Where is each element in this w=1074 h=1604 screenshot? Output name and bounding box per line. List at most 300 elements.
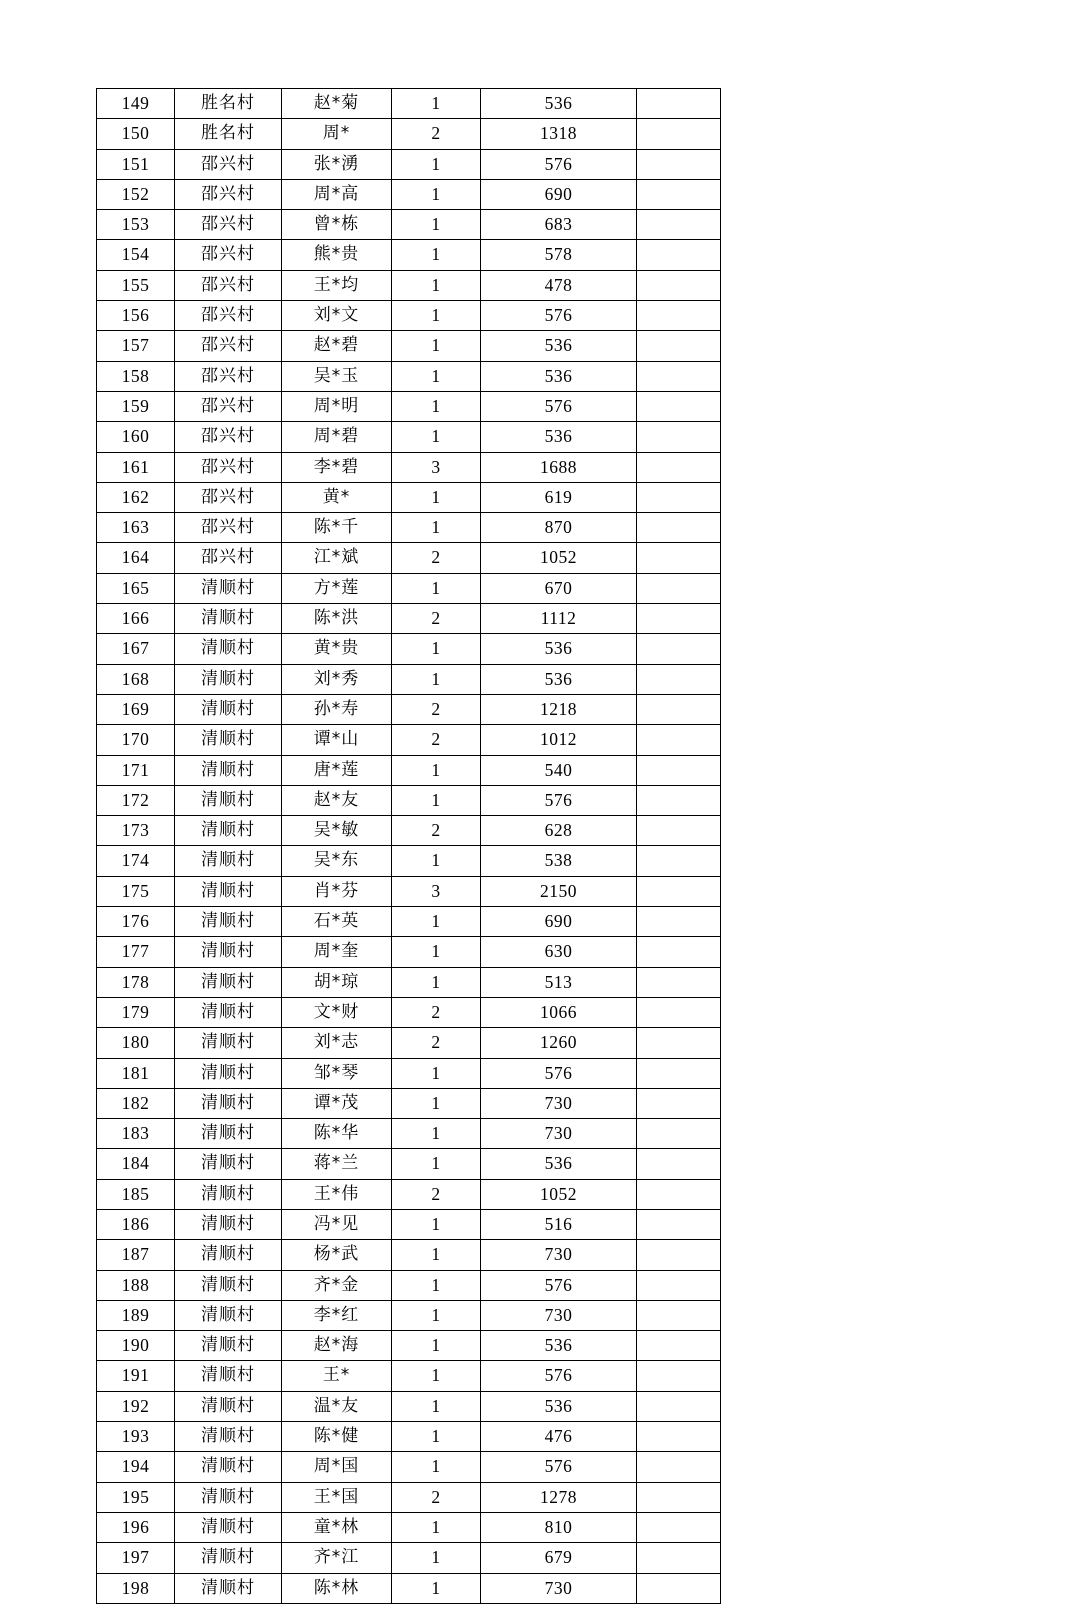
cell-amount: 730 bbox=[481, 1119, 637, 1149]
cell-note bbox=[637, 240, 721, 270]
table-row bbox=[97, 1209, 721, 1239]
table-container bbox=[96, 88, 720, 1604]
cell-count: 1 bbox=[392, 1543, 481, 1573]
cell-village: 邵兴村 bbox=[175, 331, 282, 361]
cell-amount: 578 bbox=[481, 240, 637, 270]
table-row bbox=[97, 1058, 721, 1088]
cell-note bbox=[637, 997, 721, 1027]
cell-name: 周*奎 bbox=[282, 937, 392, 967]
cell-note bbox=[637, 816, 721, 846]
table-row bbox=[97, 543, 721, 573]
cell-amount: 730 bbox=[481, 1300, 637, 1330]
cell-note bbox=[637, 270, 721, 300]
cell-name: 周*国 bbox=[282, 1452, 392, 1482]
cell-name: 李*红 bbox=[282, 1300, 392, 1330]
cell-name: 吴*玉 bbox=[282, 361, 392, 391]
cell-amount: 576 bbox=[481, 785, 637, 815]
cell-index: 164 bbox=[97, 543, 175, 573]
cell-note bbox=[637, 331, 721, 361]
cell-village: 邵兴村 bbox=[175, 149, 282, 179]
cell-note bbox=[637, 1270, 721, 1300]
cell-amount: 1052 bbox=[481, 543, 637, 573]
cell-village: 胜名村 bbox=[175, 89, 282, 119]
cell-index: 172 bbox=[97, 785, 175, 815]
cell-index: 159 bbox=[97, 391, 175, 421]
cell-name: 江*斌 bbox=[282, 543, 392, 573]
cell-name: 陈*华 bbox=[282, 1119, 392, 1149]
cell-village: 邵兴村 bbox=[175, 240, 282, 270]
cell-amount: 576 bbox=[481, 391, 637, 421]
cell-count: 1 bbox=[392, 907, 481, 937]
cell-name: 黄* bbox=[282, 482, 392, 512]
cell-village: 邵兴村 bbox=[175, 179, 282, 209]
cell-index: 183 bbox=[97, 1119, 175, 1149]
cell-name: 童*林 bbox=[282, 1512, 392, 1542]
table-row bbox=[97, 573, 721, 603]
cell-index: 174 bbox=[97, 846, 175, 876]
cell-village: 邵兴村 bbox=[175, 482, 282, 512]
cell-amount: 513 bbox=[481, 967, 637, 997]
cell-amount: 628 bbox=[481, 816, 637, 846]
cell-index: 189 bbox=[97, 1300, 175, 1330]
cell-amount: 1278 bbox=[481, 1482, 637, 1512]
cell-index: 160 bbox=[97, 422, 175, 452]
cell-note bbox=[637, 452, 721, 482]
cell-note bbox=[637, 1543, 721, 1573]
cell-count: 1 bbox=[392, 482, 481, 512]
cell-name: 王*国 bbox=[282, 1482, 392, 1512]
cell-count: 2 bbox=[392, 816, 481, 846]
cell-note bbox=[637, 1512, 721, 1542]
cell-name: 陈*洪 bbox=[282, 604, 392, 634]
cell-note bbox=[637, 664, 721, 694]
cell-note bbox=[637, 89, 721, 119]
cell-name: 张*湧 bbox=[282, 149, 392, 179]
cell-count: 1 bbox=[392, 634, 481, 664]
cell-note bbox=[637, 1028, 721, 1058]
cell-count: 1 bbox=[392, 846, 481, 876]
cell-index: 158 bbox=[97, 361, 175, 391]
cell-index: 157 bbox=[97, 331, 175, 361]
cell-name: 石*英 bbox=[282, 907, 392, 937]
cell-village: 清顺村 bbox=[175, 1028, 282, 1058]
cell-name: 邹*琴 bbox=[282, 1058, 392, 1088]
cell-index: 169 bbox=[97, 694, 175, 724]
cell-index: 180 bbox=[97, 1028, 175, 1058]
cell-note bbox=[637, 1209, 721, 1239]
cell-note bbox=[637, 1119, 721, 1149]
cell-village: 清顺村 bbox=[175, 1331, 282, 1361]
table-row bbox=[97, 422, 721, 452]
cell-note bbox=[637, 422, 721, 452]
cell-village: 清顺村 bbox=[175, 1391, 282, 1421]
cell-amount: 478 bbox=[481, 270, 637, 300]
cell-note bbox=[637, 1452, 721, 1482]
cell-count: 2 bbox=[392, 725, 481, 755]
cell-village: 清顺村 bbox=[175, 664, 282, 694]
table-row bbox=[97, 725, 721, 755]
table-row bbox=[97, 1543, 721, 1573]
cell-name: 赵*碧 bbox=[282, 331, 392, 361]
cell-note bbox=[637, 149, 721, 179]
cell-village: 清顺村 bbox=[175, 634, 282, 664]
cell-count: 2 bbox=[392, 543, 481, 573]
table-row bbox=[97, 846, 721, 876]
cell-index: 198 bbox=[97, 1573, 175, 1603]
cell-name: 赵*菊 bbox=[282, 89, 392, 119]
cell-amount: 690 bbox=[481, 179, 637, 209]
cell-index: 149 bbox=[97, 89, 175, 119]
cell-amount: 1012 bbox=[481, 725, 637, 755]
cell-index: 186 bbox=[97, 1209, 175, 1239]
cell-note bbox=[637, 543, 721, 573]
cell-index: 171 bbox=[97, 755, 175, 785]
cell-amount: 536 bbox=[481, 664, 637, 694]
cell-index: 153 bbox=[97, 210, 175, 240]
cell-count: 3 bbox=[392, 876, 481, 906]
cell-amount: 536 bbox=[481, 1149, 637, 1179]
cell-note bbox=[637, 1088, 721, 1118]
cell-village: 邵兴村 bbox=[175, 513, 282, 543]
cell-count: 1 bbox=[392, 1452, 481, 1482]
cell-amount: 1052 bbox=[481, 1179, 637, 1209]
cell-note bbox=[637, 513, 721, 543]
cell-index: 170 bbox=[97, 725, 175, 755]
cell-index: 184 bbox=[97, 1149, 175, 1179]
cell-index: 191 bbox=[97, 1361, 175, 1391]
cell-name: 温*友 bbox=[282, 1391, 392, 1421]
cell-village: 清顺村 bbox=[175, 1452, 282, 1482]
cell-index: 195 bbox=[97, 1482, 175, 1512]
cell-village: 邵兴村 bbox=[175, 301, 282, 331]
cell-name: 杨*武 bbox=[282, 1240, 392, 1270]
table-row bbox=[97, 997, 721, 1027]
table-row bbox=[97, 1119, 721, 1149]
cell-village: 清顺村 bbox=[175, 785, 282, 815]
cell-index: 168 bbox=[97, 664, 175, 694]
cell-name: 胡*琼 bbox=[282, 967, 392, 997]
cell-village: 清顺村 bbox=[175, 725, 282, 755]
cell-name: 齐*江 bbox=[282, 1543, 392, 1573]
cell-name: 齐*金 bbox=[282, 1270, 392, 1300]
cell-count: 1 bbox=[392, 1422, 481, 1452]
cell-amount: 576 bbox=[481, 1361, 637, 1391]
cell-index: 167 bbox=[97, 634, 175, 664]
cell-amount: 619 bbox=[481, 482, 637, 512]
cell-village: 邵兴村 bbox=[175, 210, 282, 240]
table-row bbox=[97, 755, 721, 785]
cell-count: 1 bbox=[392, 664, 481, 694]
table-row bbox=[97, 240, 721, 270]
table-row bbox=[97, 604, 721, 634]
cell-index: 166 bbox=[97, 604, 175, 634]
cell-count: 1 bbox=[392, 422, 481, 452]
cell-amount: 476 bbox=[481, 1422, 637, 1452]
cell-count: 2 bbox=[392, 604, 481, 634]
cell-village: 清顺村 bbox=[175, 1422, 282, 1452]
cell-note bbox=[637, 361, 721, 391]
cell-amount: 683 bbox=[481, 210, 637, 240]
cell-note bbox=[637, 907, 721, 937]
table-row bbox=[97, 664, 721, 694]
table-row bbox=[97, 1512, 721, 1542]
cell-count: 1 bbox=[392, 179, 481, 209]
cell-count: 1 bbox=[392, 331, 481, 361]
cell-village: 清顺村 bbox=[175, 846, 282, 876]
cell-name: 周*高 bbox=[282, 179, 392, 209]
cell-village: 清顺村 bbox=[175, 573, 282, 603]
cell-note bbox=[637, 179, 721, 209]
table-row bbox=[97, 1240, 721, 1270]
cell-index: 182 bbox=[97, 1088, 175, 1118]
cell-village: 清顺村 bbox=[175, 1300, 282, 1330]
cell-count: 1 bbox=[392, 785, 481, 815]
cell-index: 150 bbox=[97, 119, 175, 149]
cell-amount: 730 bbox=[481, 1088, 637, 1118]
cell-index: 177 bbox=[97, 937, 175, 967]
cell-name: 刘*文 bbox=[282, 301, 392, 331]
cell-count: 1 bbox=[392, 270, 481, 300]
cell-amount: 1112 bbox=[481, 604, 637, 634]
table-body bbox=[97, 89, 721, 1604]
cell-amount: 536 bbox=[481, 1391, 637, 1421]
cell-count: 1 bbox=[392, 937, 481, 967]
cell-amount: 1260 bbox=[481, 1028, 637, 1058]
cell-count: 1 bbox=[392, 391, 481, 421]
cell-count: 2 bbox=[392, 1028, 481, 1058]
cell-village: 清顺村 bbox=[175, 1179, 282, 1209]
table-row bbox=[97, 1452, 721, 1482]
cell-village: 清顺村 bbox=[175, 816, 282, 846]
table-row bbox=[97, 270, 721, 300]
subsidy-table bbox=[96, 88, 721, 1604]
cell-village: 清顺村 bbox=[175, 937, 282, 967]
table-row bbox=[97, 1270, 721, 1300]
cell-village: 清顺村 bbox=[175, 1119, 282, 1149]
table-row bbox=[97, 1088, 721, 1118]
cell-note bbox=[637, 755, 721, 785]
cell-village: 邵兴村 bbox=[175, 452, 282, 482]
cell-note bbox=[637, 846, 721, 876]
cell-amount: 538 bbox=[481, 846, 637, 876]
cell-note bbox=[637, 1573, 721, 1603]
cell-count: 1 bbox=[392, 89, 481, 119]
cell-amount: 536 bbox=[481, 361, 637, 391]
cell-index: 190 bbox=[97, 1331, 175, 1361]
table-row bbox=[97, 967, 721, 997]
cell-count: 1 bbox=[392, 1240, 481, 1270]
cell-village: 清顺村 bbox=[175, 1240, 282, 1270]
cell-name: 李*碧 bbox=[282, 452, 392, 482]
cell-village: 清顺村 bbox=[175, 997, 282, 1027]
cell-name: 肖*芬 bbox=[282, 876, 392, 906]
cell-index: 165 bbox=[97, 573, 175, 603]
cell-name: 谭*茂 bbox=[282, 1088, 392, 1118]
cell-name: 刘*秀 bbox=[282, 664, 392, 694]
table-row bbox=[97, 785, 721, 815]
table-row bbox=[97, 210, 721, 240]
cell-index: 151 bbox=[97, 149, 175, 179]
cell-village: 清顺村 bbox=[175, 1482, 282, 1512]
table-row bbox=[97, 907, 721, 937]
cell-note bbox=[637, 1240, 721, 1270]
cell-note bbox=[637, 967, 721, 997]
cell-note bbox=[637, 937, 721, 967]
cell-amount: 670 bbox=[481, 573, 637, 603]
cell-name: 王* bbox=[282, 1361, 392, 1391]
cell-village: 清顺村 bbox=[175, 907, 282, 937]
cell-index: 194 bbox=[97, 1452, 175, 1482]
cell-amount: 1066 bbox=[481, 997, 637, 1027]
cell-village: 清顺村 bbox=[175, 1209, 282, 1239]
cell-note bbox=[637, 573, 721, 603]
cell-village: 清顺村 bbox=[175, 1512, 282, 1542]
cell-count: 2 bbox=[392, 1482, 481, 1512]
cell-amount: 630 bbox=[481, 937, 637, 967]
table-row bbox=[97, 876, 721, 906]
cell-count: 1 bbox=[392, 1391, 481, 1421]
cell-name: 方*莲 bbox=[282, 573, 392, 603]
cell-village: 清顺村 bbox=[175, 967, 282, 997]
cell-village: 胜名村 bbox=[175, 119, 282, 149]
cell-index: 185 bbox=[97, 1179, 175, 1209]
cell-index: 187 bbox=[97, 1240, 175, 1270]
table-row bbox=[97, 513, 721, 543]
cell-count: 1 bbox=[392, 1361, 481, 1391]
cell-village: 清顺村 bbox=[175, 1543, 282, 1573]
cell-count: 1 bbox=[392, 1088, 481, 1118]
cell-count: 1 bbox=[392, 1058, 481, 1088]
cell-count: 3 bbox=[392, 452, 481, 482]
cell-count: 1 bbox=[392, 1209, 481, 1239]
cell-index: 188 bbox=[97, 1270, 175, 1300]
cell-name: 陈*健 bbox=[282, 1422, 392, 1452]
cell-count: 1 bbox=[392, 1331, 481, 1361]
table-row bbox=[97, 331, 721, 361]
cell-note bbox=[637, 876, 721, 906]
cell-amount: 1218 bbox=[481, 694, 637, 724]
cell-amount: 536 bbox=[481, 331, 637, 361]
cell-village: 清顺村 bbox=[175, 755, 282, 785]
cell-index: 176 bbox=[97, 907, 175, 937]
cell-village: 清顺村 bbox=[175, 1573, 282, 1603]
cell-count: 1 bbox=[392, 1149, 481, 1179]
cell-count: 2 bbox=[392, 694, 481, 724]
cell-count: 1 bbox=[392, 1300, 481, 1330]
cell-village: 清顺村 bbox=[175, 604, 282, 634]
cell-name: 曾*栋 bbox=[282, 210, 392, 240]
table-row bbox=[97, 482, 721, 512]
cell-count: 1 bbox=[392, 513, 481, 543]
cell-note bbox=[637, 1058, 721, 1088]
cell-count: 1 bbox=[392, 1119, 481, 1149]
cell-amount: 536 bbox=[481, 422, 637, 452]
cell-amount: 810 bbox=[481, 1512, 637, 1542]
cell-amount: 536 bbox=[481, 89, 637, 119]
cell-amount: 536 bbox=[481, 634, 637, 664]
cell-name: 孙*寿 bbox=[282, 694, 392, 724]
cell-name: 文*财 bbox=[282, 997, 392, 1027]
cell-name: 赵*友 bbox=[282, 785, 392, 815]
cell-note bbox=[637, 1422, 721, 1452]
cell-amount: 870 bbox=[481, 513, 637, 543]
cell-amount: 576 bbox=[481, 1452, 637, 1482]
cell-count: 1 bbox=[392, 210, 481, 240]
cell-amount: 516 bbox=[481, 1209, 637, 1239]
cell-name: 熊*贵 bbox=[282, 240, 392, 270]
cell-index: 155 bbox=[97, 270, 175, 300]
cell-index: 156 bbox=[97, 301, 175, 331]
cell-amount: 576 bbox=[481, 1058, 637, 1088]
table-row bbox=[97, 361, 721, 391]
cell-count: 1 bbox=[392, 149, 481, 179]
cell-note bbox=[637, 391, 721, 421]
table-row bbox=[97, 1573, 721, 1603]
cell-note bbox=[637, 1482, 721, 1512]
cell-name: 周*明 bbox=[282, 391, 392, 421]
cell-note bbox=[637, 301, 721, 331]
cell-amount: 1688 bbox=[481, 452, 637, 482]
table-row bbox=[97, 1391, 721, 1421]
cell-village: 清顺村 bbox=[175, 1088, 282, 1118]
table-row bbox=[97, 89, 721, 119]
cell-note bbox=[637, 634, 721, 664]
cell-amount: 576 bbox=[481, 1270, 637, 1300]
cell-amount: 540 bbox=[481, 755, 637, 785]
cell-name: 谭*山 bbox=[282, 725, 392, 755]
cell-note bbox=[637, 604, 721, 634]
cell-index: 173 bbox=[97, 816, 175, 846]
cell-name: 吴*敏 bbox=[282, 816, 392, 846]
cell-index: 196 bbox=[97, 1512, 175, 1542]
cell-index: 178 bbox=[97, 967, 175, 997]
cell-note bbox=[637, 1179, 721, 1209]
cell-name: 王*均 bbox=[282, 270, 392, 300]
table-row bbox=[97, 119, 721, 149]
cell-index: 192 bbox=[97, 1391, 175, 1421]
cell-village: 邵兴村 bbox=[175, 391, 282, 421]
cell-note bbox=[637, 1149, 721, 1179]
cell-name: 陈*千 bbox=[282, 513, 392, 543]
cell-index: 197 bbox=[97, 1543, 175, 1573]
cell-count: 2 bbox=[392, 1179, 481, 1209]
table-row bbox=[97, 391, 721, 421]
cell-count: 1 bbox=[392, 967, 481, 997]
cell-amount: 1318 bbox=[481, 119, 637, 149]
table-row bbox=[97, 1331, 721, 1361]
cell-village: 清顺村 bbox=[175, 1361, 282, 1391]
cell-name: 陈*林 bbox=[282, 1573, 392, 1603]
cell-name: 刘*志 bbox=[282, 1028, 392, 1058]
cell-index: 152 bbox=[97, 179, 175, 209]
table-row bbox=[97, 149, 721, 179]
cell-village: 清顺村 bbox=[175, 694, 282, 724]
cell-name: 周*碧 bbox=[282, 422, 392, 452]
cell-count: 1 bbox=[392, 240, 481, 270]
cell-name: 蒋*兰 bbox=[282, 1149, 392, 1179]
cell-note bbox=[637, 119, 721, 149]
cell-amount: 679 bbox=[481, 1543, 637, 1573]
cell-count: 1 bbox=[392, 1573, 481, 1603]
cell-amount: 536 bbox=[481, 1331, 637, 1361]
cell-village: 邵兴村 bbox=[175, 543, 282, 573]
cell-name: 冯*见 bbox=[282, 1209, 392, 1239]
cell-name: 王*伟 bbox=[282, 1179, 392, 1209]
table-row bbox=[97, 1361, 721, 1391]
cell-amount: 730 bbox=[481, 1573, 637, 1603]
cell-count: 1 bbox=[392, 573, 481, 603]
cell-amount: 690 bbox=[481, 907, 637, 937]
